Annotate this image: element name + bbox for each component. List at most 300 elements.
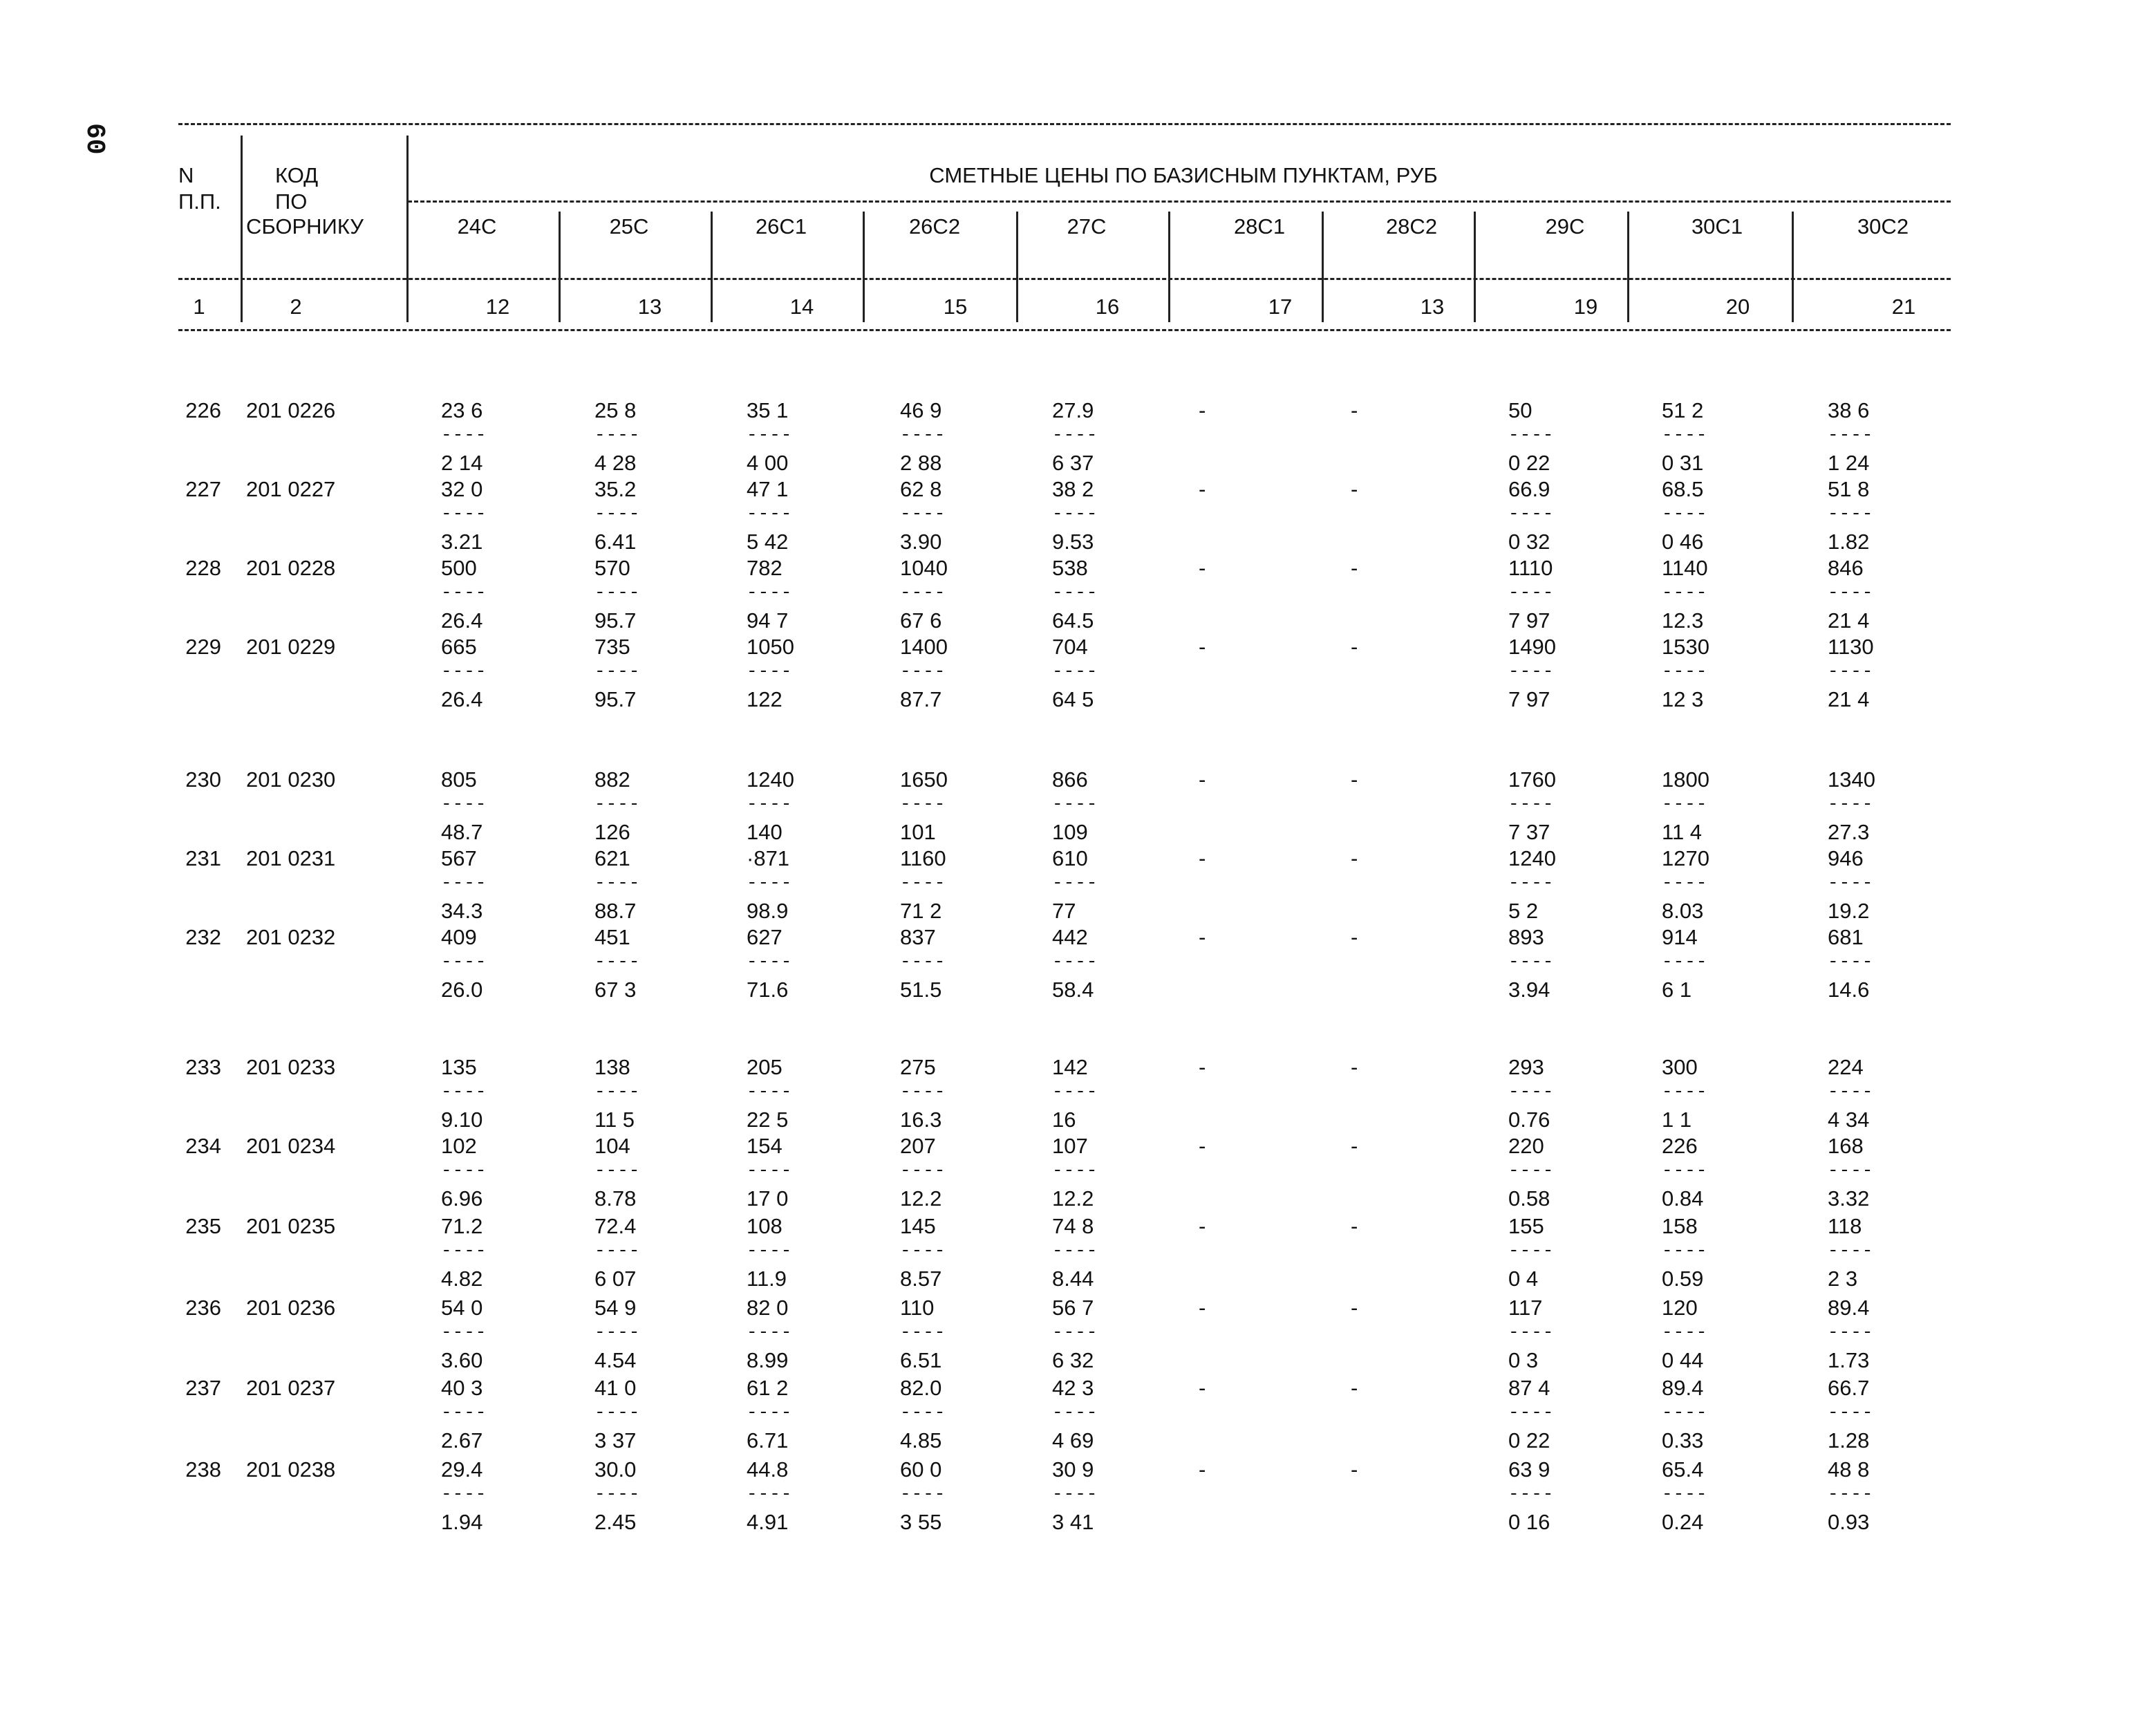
price-subvalue: 12.2: [1052, 1186, 1094, 1211]
price-value: 409: [441, 925, 477, 949]
row-number: 237: [185, 1376, 221, 1400]
price-value: 38 2: [1052, 477, 1094, 501]
price-value: 665: [441, 635, 477, 659]
price-subvalue: 7 97: [1508, 687, 1550, 711]
price-subvalue: 95.7: [594, 608, 637, 633]
price-subvalue: 67 3: [594, 978, 637, 1002]
price-value: 27.9: [1052, 398, 1094, 422]
price-value: 47 1: [747, 477, 789, 501]
price-subvalue: 7 37: [1508, 820, 1550, 844]
fraction-bar: ----: [1662, 1484, 1708, 1504]
price-subvalue: 22 5: [747, 1108, 789, 1132]
row-number: 230: [185, 767, 221, 792]
price-subvalue: 0 3: [1508, 1348, 1539, 1372]
price-value: 1530: [1662, 635, 1709, 659]
price-value: 837: [900, 925, 936, 949]
row-number: 226: [185, 398, 221, 422]
price-value: 30.0: [594, 1457, 637, 1482]
price-subvalue: 67 6: [900, 608, 942, 633]
price-value: 35 1: [747, 398, 789, 422]
price-value: -: [1199, 1134, 1206, 1158]
fraction-bar: ----: [441, 661, 487, 682]
price-value: 866: [1052, 767, 1088, 792]
price-subvalue: 6 37: [1052, 451, 1094, 475]
price-subvalue: 98.9: [747, 899, 789, 923]
price-subvalue: 6.96: [441, 1186, 483, 1211]
price-subvalue: 1 24: [1828, 451, 1870, 475]
price-value: 567: [441, 846, 477, 870]
point-header-4: 26С2: [908, 214, 961, 239]
fraction-bar: ----: [441, 794, 487, 814]
fraction-bar: ----: [1508, 1322, 1555, 1343]
fraction-bar: ----: [1052, 794, 1098, 814]
fraction-bar: ----: [1662, 794, 1708, 814]
price-subvalue: 0 16: [1508, 1510, 1550, 1534]
price-value: -: [1199, 846, 1206, 870]
fraction-bar: ----: [594, 951, 641, 972]
price-value: 704: [1052, 635, 1088, 659]
fraction-bar: ----: [1828, 582, 1874, 603]
price-subvalue: 87.7: [900, 687, 942, 711]
fraction-bar: ----: [1052, 1322, 1098, 1343]
price-subvalue: 1.82: [1828, 530, 1870, 554]
price-value: -: [1351, 1055, 1358, 1079]
price-value: -: [1199, 477, 1206, 501]
row-code: 201 0233: [246, 1055, 336, 1079]
price-subvalue: 14.6: [1828, 978, 1870, 1002]
price-subvalue: 71 2: [900, 899, 942, 923]
row-code: 201 0234: [246, 1134, 336, 1158]
price-value: 25 8: [594, 398, 637, 422]
price-subvalue: 4.85: [900, 1428, 942, 1453]
price-subvalue: 7 97: [1508, 608, 1550, 633]
price-value: -: [1199, 635, 1206, 659]
col-code-label-3: СБОРНИКУ: [246, 214, 364, 239]
price-value: -: [1199, 398, 1206, 422]
price-subvalue: 0.84: [1662, 1186, 1704, 1211]
header-divider-1: [241, 136, 243, 322]
price-subvalue: 26.4: [441, 608, 483, 633]
fraction-bar: ----: [1828, 661, 1874, 682]
price-value: 610: [1052, 846, 1088, 870]
fraction-bar: ----: [747, 872, 793, 893]
price-subvalue: 8.78: [594, 1186, 637, 1211]
col-number-7: 16: [1095, 295, 1120, 319]
fraction-bar: ----: [441, 1240, 487, 1261]
fraction-bar: ----: [441, 1402, 487, 1423]
price-value: 158: [1662, 1214, 1698, 1238]
point-header-10: 30С2: [1857, 214, 1909, 239]
price-value: 805: [441, 767, 477, 792]
price-value: -: [1351, 398, 1358, 422]
price-value: 56 7: [1052, 1296, 1094, 1320]
price-value: 89.4: [1828, 1296, 1870, 1320]
row-number: 229: [185, 635, 221, 659]
price-value: 1040: [900, 556, 948, 580]
price-subvalue: 0.59: [1662, 1267, 1704, 1291]
price-value: 1240: [747, 767, 794, 792]
fraction-bar: ----: [594, 794, 641, 814]
price-subvalue: 3.60: [441, 1348, 483, 1372]
fraction-bar: ----: [1828, 794, 1874, 814]
price-value: 1400: [900, 635, 948, 659]
price-subvalue: 101: [900, 820, 936, 844]
price-value: -: [1351, 846, 1358, 870]
row-code: 201 0237: [246, 1376, 336, 1400]
price-subvalue: 3.90: [900, 530, 942, 554]
point-header-5: 27С: [1067, 214, 1107, 239]
price-value: 71.2: [441, 1214, 483, 1238]
price-value: 155: [1508, 1214, 1544, 1238]
price-subvalue: 16.3: [900, 1108, 942, 1132]
price-value: 66.7: [1828, 1376, 1870, 1400]
price-subvalue: 26.0: [441, 978, 483, 1002]
price-subvalue: 8.57: [900, 1267, 942, 1291]
price-value: 627: [747, 925, 782, 949]
price-value: 135: [441, 1055, 477, 1079]
fraction-bar: ----: [1662, 951, 1708, 972]
price-value: -: [1199, 1296, 1206, 1320]
header-top-rule: [178, 123, 1951, 125]
fraction-bar: ----: [747, 1484, 793, 1504]
price-value: 500: [441, 556, 477, 580]
fraction-bar: ----: [1828, 1240, 1874, 1261]
price-value: 44.8: [747, 1457, 789, 1482]
price-subvalue: 0.58: [1508, 1186, 1550, 1211]
price-value: 54 0: [441, 1296, 483, 1320]
fraction-bar: ----: [1828, 503, 1874, 524]
price-value: 1270: [1662, 846, 1709, 870]
point-header-7: 28С2: [1385, 214, 1438, 239]
price-subvalue: 0 4: [1508, 1267, 1539, 1291]
fraction-bar: ----: [1052, 582, 1098, 603]
price-value: 538: [1052, 556, 1088, 580]
fraction-bar: ----: [747, 951, 793, 972]
price-subvalue: 26.4: [441, 687, 483, 711]
fraction-bar: ----: [1508, 1160, 1555, 1181]
col-number-10: 19: [1573, 295, 1598, 319]
fraction-bar: ----: [1508, 1240, 1555, 1261]
price-value: 66.9: [1508, 477, 1550, 501]
price-value: 38 6: [1828, 398, 1870, 422]
fraction-bar: ----: [441, 582, 487, 603]
col-number-2: 2: [290, 295, 302, 319]
fraction-bar: ----: [1052, 503, 1098, 524]
header-sub-rule: [178, 278, 1951, 280]
price-value: -: [1199, 767, 1206, 792]
fraction-bar: ----: [594, 1240, 641, 1261]
price-value: 168: [1828, 1134, 1864, 1158]
price-value: 87 4: [1508, 1376, 1550, 1400]
price-subvalue: 8.44: [1052, 1267, 1094, 1291]
price-subvalue: 6.51: [900, 1348, 942, 1372]
fraction-bar: ----: [900, 661, 946, 682]
price-value: -: [1351, 1296, 1358, 1320]
price-value: 29.4: [441, 1457, 483, 1482]
price-subvalue: 1.94: [441, 1510, 483, 1534]
price-value: -: [1351, 1134, 1358, 1158]
point-column-divider: [1016, 212, 1018, 322]
price-subvalue: 3 55: [900, 1510, 942, 1534]
header-divider-2: [406, 136, 409, 322]
row-number: 228: [185, 556, 221, 580]
price-value: 110: [900, 1296, 935, 1320]
price-subvalue: 0 31: [1662, 451, 1704, 475]
price-value: 138: [594, 1055, 630, 1079]
point-column-divider: [1322, 212, 1324, 322]
fraction-bar: ----: [594, 872, 641, 893]
fraction-bar: ----: [1662, 1081, 1708, 1102]
price-value: 142: [1052, 1055, 1088, 1079]
price-value: -: [1199, 925, 1206, 949]
fraction-bar: ----: [1052, 1160, 1098, 1181]
row-code: 201 0235: [246, 1214, 336, 1238]
price-value: 107: [1052, 1134, 1088, 1158]
price-value: 226: [1662, 1134, 1698, 1158]
col-number-3: 12: [485, 295, 510, 319]
price-value: 62 8: [900, 477, 942, 501]
price-value: -: [1351, 1457, 1358, 1482]
fraction-bar: ----: [1052, 424, 1098, 445]
price-value: 89.4: [1662, 1376, 1704, 1400]
fraction-bar: ----: [900, 503, 946, 524]
price-value: 1800: [1662, 767, 1709, 792]
fraction-bar: ----: [1052, 1240, 1098, 1261]
header-mid-rule: [408, 200, 1951, 203]
point-header-9: 30С1: [1691, 214, 1743, 239]
price-subvalue: 0.24: [1662, 1510, 1704, 1534]
fraction-bar: ----: [747, 1081, 793, 1102]
price-subvalue: 16: [1052, 1108, 1076, 1132]
fraction-bar: ----: [1052, 1402, 1098, 1423]
fraction-bar: ----: [441, 1484, 487, 1504]
price-subvalue: 3 37: [594, 1428, 637, 1453]
price-value: 1340: [1828, 767, 1875, 792]
price-subvalue: 4.91: [747, 1510, 789, 1534]
price-value: 63 9: [1508, 1457, 1550, 1482]
fraction-bar: ----: [1828, 872, 1874, 893]
price-subvalue: 0 22: [1508, 1428, 1550, 1453]
fraction-bar: ----: [747, 503, 793, 524]
price-value: 946: [1828, 846, 1864, 870]
price-value: 30 9: [1052, 1457, 1094, 1482]
price-value: 117: [1508, 1296, 1543, 1320]
fraction-bar: ----: [1508, 1484, 1555, 1504]
col-n-label: N: [178, 163, 194, 187]
price-subvalue: 8.03: [1662, 899, 1704, 923]
price-value: 46 9: [900, 398, 942, 422]
fraction-bar: ----: [900, 1081, 946, 1102]
price-value: 82.0: [900, 1376, 942, 1400]
price-value: -: [1351, 1376, 1358, 1400]
price-value: 882: [594, 767, 630, 792]
price-subvalue: 0 32: [1508, 530, 1550, 554]
price-value: 72.4: [594, 1214, 637, 1238]
price-value: 914: [1662, 925, 1698, 949]
price-value: 104: [594, 1134, 630, 1158]
fraction-bar: ----: [1662, 1160, 1708, 1181]
price-subvalue: 9.53: [1052, 530, 1094, 554]
point-header-8: 29С: [1545, 214, 1585, 239]
row-code: 201 0231: [246, 846, 336, 870]
fraction-bar: ----: [900, 1484, 946, 1504]
price-subvalue: 21 4: [1828, 687, 1870, 711]
price-value: 51 8: [1828, 477, 1870, 501]
price-subvalue: 0 44: [1662, 1348, 1704, 1372]
price-value: 846: [1828, 556, 1864, 580]
row-code: 201 0229: [246, 635, 336, 659]
price-value: -: [1351, 556, 1358, 580]
row-code: 201 0230: [246, 767, 336, 792]
price-value: 1050: [747, 635, 794, 659]
price-value: 451: [594, 925, 630, 949]
price-value: 35.2: [594, 477, 637, 501]
price-value: 207: [900, 1134, 936, 1158]
row-number: 235: [185, 1214, 221, 1238]
fraction-bar: ----: [441, 951, 487, 972]
price-subvalue: 2.67: [441, 1428, 483, 1453]
price-value: 23 6: [441, 398, 483, 422]
point-header-1: 24С: [457, 214, 497, 239]
price-value: 1140: [1662, 556, 1708, 580]
price-subvalue: 4 69: [1052, 1428, 1094, 1453]
price-subvalue: 4.54: [594, 1348, 637, 1372]
price-subvalue: 0.76: [1508, 1108, 1550, 1132]
price-subvalue: 6.71: [747, 1428, 789, 1453]
fraction-bar: ----: [1662, 1322, 1708, 1343]
price-value: 224: [1828, 1055, 1864, 1079]
price-value: 40 3: [441, 1376, 483, 1400]
price-value: 1160: [900, 846, 946, 870]
price-value: 681: [1828, 925, 1864, 949]
fraction-bar: ----: [594, 1402, 641, 1423]
price-value: -: [1351, 767, 1358, 792]
price-value: 1760: [1508, 767, 1556, 792]
fraction-bar: ----: [900, 1240, 946, 1261]
price-subvalue: 12.3: [1662, 608, 1704, 633]
price-value: 54 9: [594, 1296, 637, 1320]
price-subvalue: 71.6: [747, 978, 789, 1002]
price-subvalue: 11 5: [594, 1108, 635, 1132]
price-value: 74 8: [1052, 1214, 1094, 1238]
fraction-bar: ----: [1508, 582, 1555, 603]
point-column-divider: [863, 212, 865, 322]
price-subvalue: 0.93: [1828, 1510, 1870, 1534]
price-subvalue: 3.21: [441, 530, 483, 554]
price-subvalue: 12.2: [900, 1186, 942, 1211]
fraction-bar: ----: [1052, 1484, 1098, 1504]
price-subvalue: 27.3: [1828, 820, 1870, 844]
group-title: СМЕТНЫЕ ЦЕНЫ ПО БАЗИСНЫМ ПУНКТАМ, РУБ: [929, 163, 1438, 187]
page-number: 60: [79, 123, 109, 155]
price-subvalue: 6 1: [1662, 978, 1692, 1002]
price-subvalue: 12 3: [1662, 687, 1704, 711]
col-number-11: 20: [1725, 295, 1750, 319]
price-subvalue: 64 5: [1052, 687, 1094, 711]
fraction-bar: ----: [594, 503, 641, 524]
point-column-divider: [559, 212, 561, 322]
fraction-bar: ----: [1052, 872, 1098, 893]
fraction-bar: ----: [1508, 872, 1555, 893]
price-subvalue: 9.10: [441, 1108, 483, 1132]
point-header-2: 25С: [609, 214, 649, 239]
price-value: 32 0: [441, 477, 483, 501]
fraction-bar: ----: [441, 872, 487, 893]
fraction-bar: ----: [1662, 582, 1708, 603]
price-value: 1650: [900, 767, 948, 792]
col-number-1: 1: [193, 295, 205, 319]
fraction-bar: ----: [1828, 1081, 1874, 1102]
fraction-bar: ----: [1508, 503, 1555, 524]
fraction-bar: ----: [594, 1081, 641, 1102]
col-number-4: 13: [637, 295, 662, 319]
fraction-bar: ----: [900, 794, 946, 814]
point-column-divider: [711, 212, 713, 322]
fraction-bar: ----: [900, 951, 946, 972]
fraction-bar: ----: [1508, 951, 1555, 972]
fraction-bar: ----: [900, 1322, 946, 1343]
price-subvalue: 88.7: [594, 899, 637, 923]
price-value: -: [1351, 1214, 1358, 1238]
fraction-bar: ----: [441, 1160, 487, 1181]
fraction-bar: ----: [1508, 661, 1555, 682]
price-value: 570: [594, 556, 630, 580]
row-number: 231: [185, 846, 221, 870]
fraction-bar: ----: [1828, 1322, 1874, 1343]
price-value: -: [1199, 1214, 1206, 1238]
price-value: 51 2: [1662, 398, 1704, 422]
fraction-bar: ----: [747, 661, 793, 682]
price-subvalue: 2 3: [1828, 1267, 1858, 1291]
price-value: 65.4: [1662, 1457, 1704, 1482]
fraction-bar: ----: [1828, 1484, 1874, 1504]
fraction-bar: ----: [747, 1402, 793, 1423]
price-value: 120: [1662, 1296, 1698, 1320]
col-number-8: 17: [1268, 295, 1293, 319]
price-subvalue: 11.9: [747, 1267, 787, 1291]
fraction-bar: ----: [441, 1081, 487, 1102]
price-subvalue: 6 32: [1052, 1348, 1094, 1372]
price-subvalue: 6 07: [594, 1267, 637, 1291]
price-subvalue: 48.7: [441, 820, 483, 844]
col-number-9: 13: [1420, 295, 1445, 319]
price-value: 68.5: [1662, 477, 1704, 501]
row-code: 201 0227: [246, 477, 336, 501]
fraction-bar: ----: [1662, 424, 1708, 445]
fraction-bar: ----: [441, 503, 487, 524]
price-subvalue: 0 22: [1508, 451, 1550, 475]
fraction-bar: ----: [900, 424, 946, 445]
price-value: 48 8: [1828, 1457, 1870, 1482]
price-subvalue: 11 4: [1662, 820, 1703, 844]
point-header-6: 28С1: [1233, 214, 1286, 239]
price-subvalue: 1.73: [1828, 1348, 1870, 1372]
price-value: -: [1351, 477, 1358, 501]
point-column-divider: [1792, 212, 1794, 322]
point-column-divider: [1474, 212, 1476, 322]
row-number: 232: [185, 925, 221, 949]
price-value: 893: [1508, 925, 1544, 949]
price-subvalue: 4.82: [441, 1267, 483, 1291]
price-subvalue: 2.45: [594, 1510, 637, 1534]
price-subvalue: 8.99: [747, 1348, 789, 1372]
price-subvalue: 109: [1052, 820, 1088, 844]
fraction-bar: ----: [594, 582, 641, 603]
price-subvalue: 51.5: [900, 978, 942, 1002]
row-number: 227: [185, 477, 221, 501]
price-subvalue: 3.94: [1508, 978, 1550, 1002]
price-value: 118: [1828, 1214, 1862, 1238]
